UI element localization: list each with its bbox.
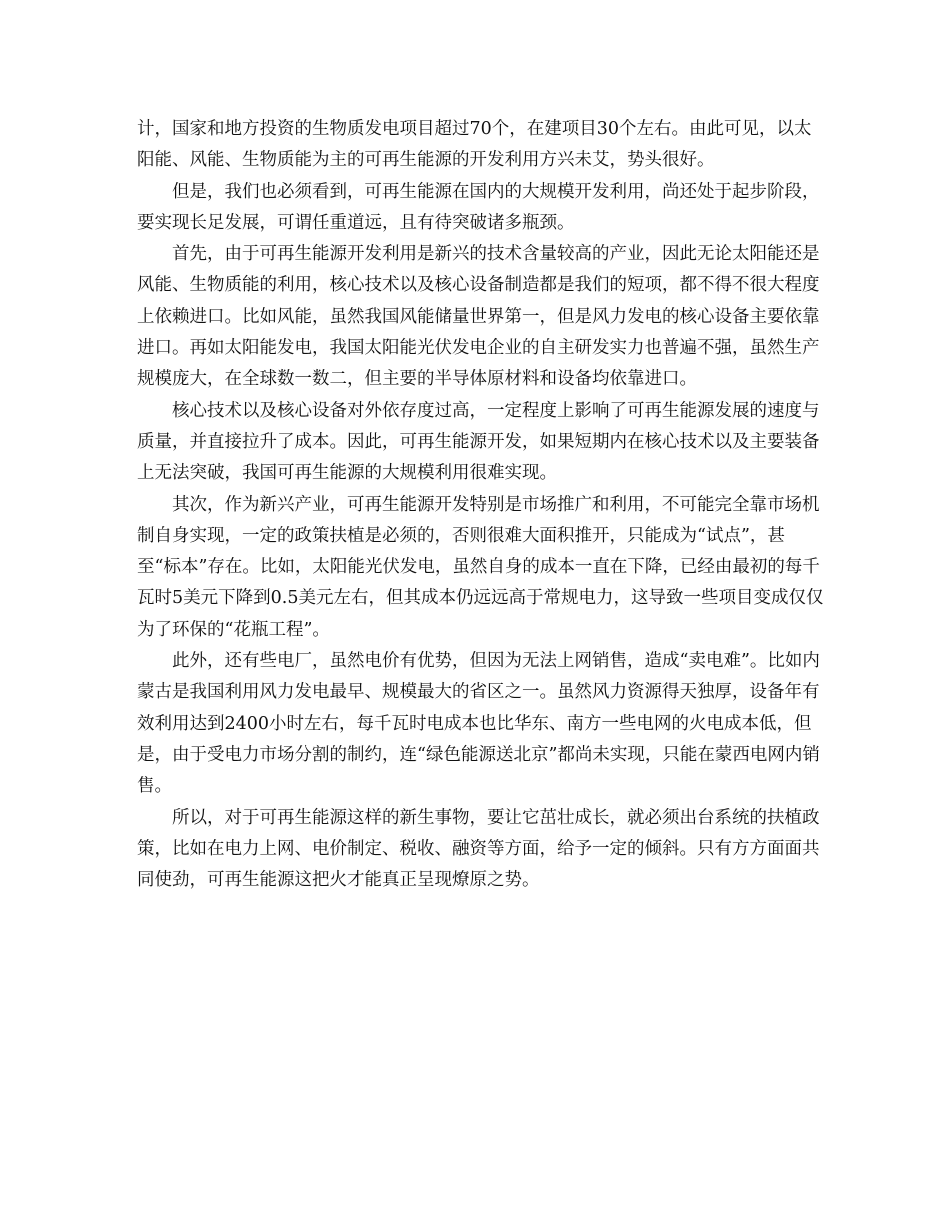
paragraph-5: 其次，作为新兴产业，可再生能源开发特别是市场推广和利用，不可能完全靠市场机制自身实现，一定的政策扶植是必须的，否则很难大面积推开，只能成为“试点”，甚至“标本”存在。比如，太阳能光伏发电，虽然自身的成本一直在下降，已经由最初的每千瓦时5美元下降到0.5美元左右，但其成本仍远远高于常规电力，这导致一些项目变成仅仅为了环保的“花瓶工程”。 [137,494,824,640]
paragraph-2: 但是，我们也必须看到，可再生能源在国内的大规模开发利用，尚还处于起步阶段，要实现长足发展，可谓任重道远，且有待突破诸多瓶颈。 [137,181,820,233]
paragraph-7: 所以，对于可再生能源这样的新生事物，要让它茁壮成长，就必须出台系统的扶植政策，比如在电力上网、电价制定、税收、融资等方面，给予一定的倾斜。只有方方面面共同使劲，可再生能源这把火才能真正呈现燎原之势。 [137,807,820,891]
paragraph-6: 此外，还有些电厂，虽然电价有优势，但因为无法上网销售，造成“卖电难”。比如内蒙古是我国利用风力发电最早、规模最大的省区之一。虽然风力资源得天独厚，设备年有效利用达到2400小时左右，每千瓦时电成本也比华东、南方一些电网的火电成本低，但是，由于受电力市场分割的制约，连“绿色能源送北京”都尚未实现，只能在蒙西电网内销售。 [137,651,820,797]
paragraph-1: 计，国家和地方投资的生物质发电项目超过70个，在建项目30个左右。由此可见，以太阳能、风能、生物质能为主的可再生能源的开发利用方兴未艾，势头很好。 [137,119,812,171]
article-body [137,114,827,896]
paragraph-4: 核心技术以及核心设备对外依存度过高，一定程度上影响了可再生能源发展的速度与质量，并直接拉升了成本。因此，可再生能源开发，如果短期内在核心技术以及主要装备上无法突破，我国可再生能源的大规模利用很难实现。 [137,400,820,484]
paragraph-3: 首先，由于可再生能源开发利用是新兴的技术含量较高的产业，因此无论太阳能还是风能、生物质能的利用，核心技术以及核心设备制造都是我们的短项，都不得不很大程度上依赖进口。比如风能，虽然我国风能储量世界第一，但是风力发电的核心设备主要依靠进口。再如太阳能发电，我国太阳能光伏发电企业的自主研发实力也普遍不强，虽然生产规模庞大，在全球数一数二，但主要的半导体原材料和设备均依靠进口。 [137,244,820,390]
